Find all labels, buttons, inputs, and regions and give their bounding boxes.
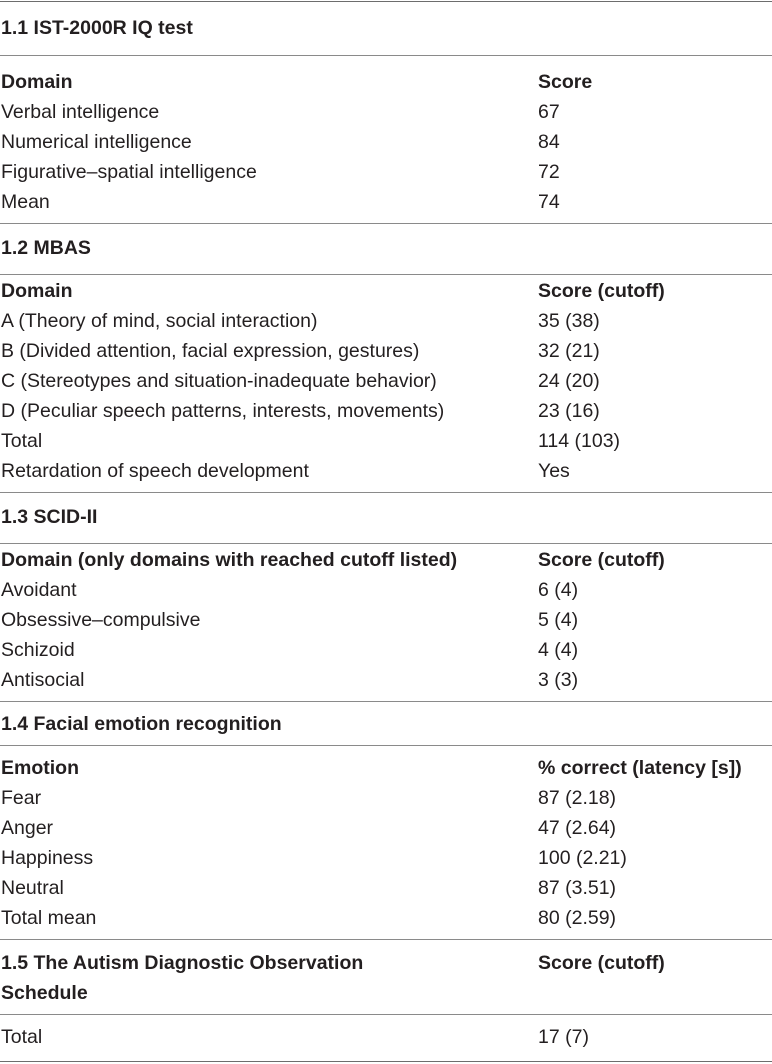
column-header: Score — [538, 71, 593, 93]
section-rule — [0, 1014, 772, 1015]
table-cell: Anger — [1, 817, 54, 839]
table-cell: 84 — [538, 131, 560, 153]
table-cell: Mean — [1, 191, 50, 213]
table-cell: 35 (38) — [538, 310, 600, 332]
section-rule — [0, 745, 772, 746]
table-cell: 23 (16) — [538, 400, 600, 422]
table-cell: 4 (4) — [538, 639, 579, 661]
table-cell: 80 (2.59) — [538, 907, 617, 929]
table-cell: 67 — [538, 101, 560, 123]
table-cell: Neutral — [1, 877, 64, 899]
section-rule — [0, 543, 772, 544]
table-cell: Schizoid — [1, 639, 75, 661]
section-title: 1.4 Facial emotion recognition — [1, 713, 282, 735]
section-title: 1.3 SCID-II — [1, 506, 98, 528]
table-cell: 17 (7) — [538, 1026, 589, 1048]
section-title: 1.2 MBAS — [1, 237, 91, 259]
section-title: 1.5 The Autism Diagnostic Observation Schedule — [1, 952, 364, 1004]
table-cell: Happiness — [1, 847, 94, 869]
column-header: Score (cutoff) — [538, 549, 665, 571]
table-cell: 32 (21) — [538, 340, 600, 362]
column-header: Score (cutoff) — [538, 952, 665, 974]
table-cell: 47 (2.64) — [538, 817, 617, 839]
table-cell: Figurative–spatial intelligence — [1, 161, 257, 183]
table-cell: Obsessive–compulsive — [1, 609, 201, 631]
table-cell: Total — [1, 1026, 43, 1048]
table-cell: Verbal intelligence — [1, 101, 160, 123]
table-cell: 24 (20) — [538, 370, 600, 392]
table-cell: Retardation of speech development — [1, 460, 309, 482]
table-cell: 87 (3.51) — [538, 877, 617, 899]
column-header: Emotion — [1, 757, 79, 779]
column-header: Domain (only domains with reached cutoff listed) — [1, 549, 458, 571]
table-cell: 74 — [538, 191, 560, 213]
column-header: Domain — [1, 280, 73, 302]
table-cell: Antisocial — [1, 669, 85, 691]
table-cell: Total — [1, 430, 43, 452]
table-cell: Total mean — [1, 907, 97, 929]
table-cell: C (Stereotypes and situation-inadequate behavior) — [1, 370, 437, 392]
table-cell: D (Peculiar speech patterns, interests, movements) — [1, 400, 445, 422]
table-cell: A (Theory of mind, social interaction) — [1, 310, 318, 332]
column-header: Domain — [1, 71, 73, 93]
table-cell: Fear — [1, 787, 42, 809]
section-rule — [0, 55, 772, 56]
table-cell: Numerical intelligence — [1, 131, 192, 153]
table-cell: Yes — [538, 460, 570, 482]
section-rule — [0, 939, 772, 940]
table-bottom-rule — [0, 1061, 772, 1062]
column-header: % correct (latency [s]) — [538, 757, 742, 779]
table-cell: 72 — [538, 161, 560, 183]
table-top-rule — [0, 1, 772, 2]
table-cell: 114 (103) — [538, 430, 621, 452]
table-cell: 3 (3) — [538, 669, 579, 691]
table-cell: 6 (4) — [538, 579, 579, 601]
section-title: 1.1 IST-2000R IQ test — [1, 17, 193, 39]
section-rule — [0, 274, 772, 275]
section-rule — [0, 223, 772, 224]
table-cell: 87 (2.18) — [538, 787, 617, 809]
table-cell: 100 (2.21) — [538, 847, 627, 869]
section-rule — [0, 492, 772, 493]
table-cell: 5 (4) — [538, 609, 579, 631]
table-cell: B (Divided attention, facial expression, gestures) — [1, 340, 420, 362]
column-header: Score (cutoff) — [538, 280, 665, 302]
table-cell: Avoidant — [1, 579, 77, 601]
section-rule — [0, 701, 772, 702]
